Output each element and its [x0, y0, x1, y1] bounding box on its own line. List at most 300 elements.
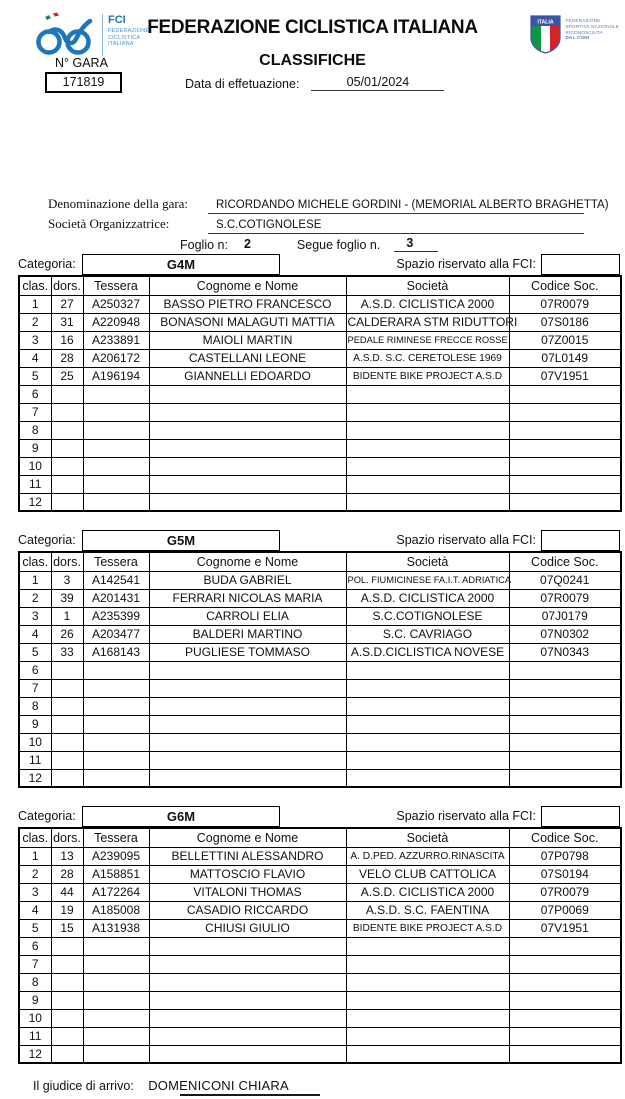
team-cell: [346, 679, 509, 697]
gara-number-label: N° GARA: [55, 56, 108, 70]
tessera-cell: A196194: [83, 367, 149, 385]
code-cell: [509, 385, 621, 403]
race-name-label: Denominazione della gara:: [48, 196, 189, 211]
dors-cell: [51, 421, 83, 439]
code-cell: 07S0186: [509, 313, 621, 331]
coni-line-4: DAL CONI: [565, 35, 590, 41]
code-cell: [509, 751, 621, 769]
dors-cell: [51, 955, 83, 973]
code-cell: 07R0079: [509, 589, 621, 607]
team-cell: S.C. CAVRIAGO: [346, 625, 509, 643]
name-cell: BUDA GABRIEL: [149, 571, 346, 589]
fci-bicycle-icon: [35, 12, 97, 58]
name-cell: [149, 937, 346, 955]
name-cell: BONASONI MALAGUTI MATTIA: [149, 313, 346, 331]
table-row: [19, 439, 621, 457]
tessera-cell: A203477: [83, 625, 149, 643]
clas-cell: 2: [19, 589, 51, 607]
name-cell: CHIUSI GIULIO: [149, 919, 346, 937]
category-label: Categoria:: [18, 809, 76, 823]
col-code: Codice Soc.: [509, 276, 621, 295]
code-cell: [509, 769, 621, 787]
table-row: [19, 1045, 621, 1063]
clas-cell: 5: [19, 919, 51, 937]
code-cell: [509, 1045, 621, 1063]
team-cell: A.S.D.CICLISTICA NOVESE: [346, 643, 509, 661]
sheet-number-row: [18, 234, 620, 252]
tessera-cell: [83, 955, 149, 973]
clas-cell: 6: [19, 937, 51, 955]
team-cell: [346, 661, 509, 679]
tessera-cell: [83, 385, 149, 403]
table-row: [19, 697, 621, 715]
category-header-row: [18, 530, 620, 551]
date-row: [185, 75, 444, 91]
category-section: [18, 254, 620, 512]
clas-cell: 2: [19, 865, 51, 883]
category-value: G6M: [82, 806, 280, 827]
tessera-cell: A239095: [83, 847, 149, 865]
clas-cell: 2: [19, 313, 51, 331]
race-name-value: RICORDANDO MICHELE GORDINI - (MEMORIAL ALBERTO BRAGHETTA): [208, 199, 584, 214]
code-cell: [509, 661, 621, 679]
code-cell: [509, 715, 621, 733]
clas-cell: 10: [19, 457, 51, 475]
next-sheet-value: 3: [394, 236, 438, 252]
name-cell: [149, 475, 346, 493]
table-row: [19, 991, 621, 1009]
clas-cell: 4: [19, 625, 51, 643]
name-cell: [149, 991, 346, 1009]
page-subtitle: CLASSIFICHE: [259, 52, 366, 69]
clas-cell: 9: [19, 715, 51, 733]
team-cell: A.S.D. S.C. FAENTINA: [346, 901, 509, 919]
col-dors: dors.: [51, 276, 83, 295]
dors-cell: [51, 493, 83, 511]
code-cell: 07V1951: [509, 367, 621, 385]
name-cell: [149, 493, 346, 511]
tessera-cell: A131938: [83, 919, 149, 937]
code-cell: [509, 457, 621, 475]
table-header-row: [19, 276, 621, 295]
judge-signature-line: [180, 1094, 320, 1096]
results-table: [18, 275, 622, 512]
col-name: Cognome e Nome: [149, 828, 346, 847]
tessera-cell: A220948: [83, 313, 149, 331]
code-cell: [509, 403, 621, 421]
judge-row: [18, 1077, 620, 1099]
coni-line-3: RICONOSCIUTA: [565, 29, 603, 35]
clas-cell: 12: [19, 769, 51, 787]
name-cell: [149, 1045, 346, 1063]
category-header-row: [18, 806, 620, 827]
coni-logo-text: [566, 14, 619, 41]
table-row: [19, 349, 621, 367]
table-row: [19, 385, 621, 403]
tessera-cell: [83, 421, 149, 439]
clas-cell: 5: [19, 643, 51, 661]
dors-cell: 25: [51, 367, 83, 385]
dors-cell: 15: [51, 919, 83, 937]
clas-cell: 3: [19, 331, 51, 349]
date-label: Data di effetuazione:: [185, 77, 300, 91]
code-cell: 07R0079: [509, 883, 621, 901]
clas-cell: 11: [19, 1027, 51, 1045]
team-cell: [346, 973, 509, 991]
name-cell: [149, 679, 346, 697]
fci-reserved-label: Spazio riservato alla FCI:: [396, 809, 536, 823]
name-cell: CASTELLANI LEONE: [149, 349, 346, 367]
dors-cell: 33: [51, 643, 83, 661]
code-cell: 07R0079: [509, 295, 621, 313]
team-cell: A.S.D. CICLISTICA 2000: [346, 295, 509, 313]
dors-cell: [51, 697, 83, 715]
coni-line-1: FEDERAZIONE: [565, 18, 601, 23]
tessera-cell: A158851: [83, 865, 149, 883]
tessera-cell: [83, 679, 149, 697]
tessera-cell: A233891: [83, 331, 149, 349]
code-cell: [509, 1009, 621, 1027]
sections-host: [18, 254, 620, 1064]
page-title: FEDERAZIONE CICLISTICA ITALIANA: [147, 17, 478, 38]
table-row: [19, 937, 621, 955]
race-name-row: [48, 194, 620, 214]
clas-cell: 8: [19, 421, 51, 439]
fci-line-2: CICLISTICA: [108, 34, 141, 41]
judge-label: Il giudice di arrivo:: [33, 1079, 134, 1093]
dors-cell: 1: [51, 607, 83, 625]
tessera-cell: [83, 661, 149, 679]
fci-abbr: FCI: [108, 14, 126, 26]
clas-cell: 7: [19, 955, 51, 973]
category-value: G4M: [82, 254, 280, 275]
team-cell: S.C.COTIGNOLESE: [346, 607, 509, 625]
tessera-cell: [83, 697, 149, 715]
code-cell: [509, 439, 621, 457]
table-row: [19, 733, 621, 751]
name-cell: [149, 385, 346, 403]
dors-cell: [51, 1027, 83, 1045]
team-cell: [346, 769, 509, 787]
dors-cell: 28: [51, 865, 83, 883]
clas-cell: 5: [19, 367, 51, 385]
name-cell: CARROLI ELIA: [149, 607, 346, 625]
category-section: [18, 806, 620, 1064]
name-cell: BELLETTINI ALESSANDRO: [149, 847, 346, 865]
code-cell: 07S0194: [509, 865, 621, 883]
tessera-cell: A172264: [83, 883, 149, 901]
clas-cell: 6: [19, 661, 51, 679]
name-cell: [149, 697, 346, 715]
clas-cell: 3: [19, 883, 51, 901]
col-team: Società: [346, 552, 509, 571]
table-row: [19, 847, 621, 865]
category-label: Categoria:: [18, 533, 76, 547]
name-cell: [149, 403, 346, 421]
team-cell: [346, 1009, 509, 1027]
dors-cell: [51, 403, 83, 421]
dors-cell: [51, 991, 83, 1009]
category-section: [18, 530, 620, 788]
team-cell: [346, 475, 509, 493]
team-cell: [346, 439, 509, 457]
dors-cell: 16: [51, 331, 83, 349]
team-cell: A.S.D. S.C. CERETOLESE 1969: [346, 349, 509, 367]
table-row: [19, 661, 621, 679]
code-cell: 07L0149: [509, 349, 621, 367]
team-cell: [346, 715, 509, 733]
tessera-cell: A168143: [83, 643, 149, 661]
tessera-cell: [83, 991, 149, 1009]
name-cell: MATTOSCIO FLAVIO: [149, 865, 346, 883]
col-team: Società: [346, 276, 509, 295]
clas-cell: 3: [19, 607, 51, 625]
team-cell: [346, 457, 509, 475]
clas-cell: 11: [19, 751, 51, 769]
col-code: Codice Soc.: [509, 828, 621, 847]
table-row: [19, 1027, 621, 1045]
dors-cell: [51, 769, 83, 787]
dors-cell: [51, 679, 83, 697]
dors-cell: 31: [51, 313, 83, 331]
name-cell: [149, 955, 346, 973]
table-row: [19, 313, 621, 331]
dors-cell: [51, 715, 83, 733]
table-row: [19, 607, 621, 625]
table-row: [19, 367, 621, 385]
tessera-cell: [83, 1009, 149, 1027]
category-label: Categoria:: [18, 257, 76, 271]
dors-cell: [51, 457, 83, 475]
tessera-cell: [83, 937, 149, 955]
table-row: [19, 883, 621, 901]
clas-cell: 11: [19, 475, 51, 493]
name-cell: BASSO PIETRO FRANCESCO: [149, 295, 346, 313]
name-cell: PUGLIESE TOMMASO: [149, 643, 346, 661]
code-cell: [509, 991, 621, 1009]
tessera-cell: [83, 733, 149, 751]
table-row: [19, 955, 621, 973]
fci-reserved-box: [541, 254, 620, 275]
gara-number-box: 171819: [45, 72, 122, 93]
tessera-cell: [83, 403, 149, 421]
clas-cell: 10: [19, 733, 51, 751]
tessera-cell: A142541: [83, 571, 149, 589]
table-row: [19, 919, 621, 937]
col-tessera: Tessera: [83, 552, 149, 571]
name-cell: BALDERI MARTINO: [149, 625, 346, 643]
table-row: [19, 751, 621, 769]
table-row: [19, 715, 621, 733]
dors-cell: 3: [51, 571, 83, 589]
name-cell: [149, 661, 346, 679]
code-cell: [509, 955, 621, 973]
fci-line-3: ITALIANA: [108, 41, 134, 47]
table-row: [19, 589, 621, 607]
table-row: [19, 331, 621, 349]
dors-cell: [51, 1009, 83, 1027]
clas-cell: 10: [19, 1009, 51, 1027]
date-value: 05/01/2024: [311, 75, 444, 91]
team-cell: [346, 403, 509, 421]
dors-cell: [51, 973, 83, 991]
clas-cell: 6: [19, 385, 51, 403]
team-cell: A. D.PED. AZZURRO.RINASCITA: [346, 847, 509, 865]
code-cell: 07N0302: [509, 625, 621, 643]
name-cell: [149, 1027, 346, 1045]
dors-cell: 27: [51, 295, 83, 313]
category-value: G5M: [82, 530, 280, 551]
tessera-cell: A185008: [83, 901, 149, 919]
sheet-number-label: Foglio n:: [180, 238, 228, 252]
table-row: [19, 571, 621, 589]
italia-shield-icon: [529, 14, 562, 54]
col-tessera: Tessera: [83, 828, 149, 847]
clas-cell: 9: [19, 439, 51, 457]
name-cell: [149, 751, 346, 769]
category-header-row: [18, 254, 620, 275]
code-cell: [509, 475, 621, 493]
tessera-cell: [83, 769, 149, 787]
name-cell: [149, 769, 346, 787]
col-team: Società: [346, 828, 509, 847]
team-cell: CALDERARA STM RIDUTTORI: [347, 315, 518, 329]
dors-cell: [51, 475, 83, 493]
table-row: [19, 643, 621, 661]
clas-cell: 8: [19, 973, 51, 991]
code-cell: [509, 733, 621, 751]
svg-text:ITALIA: ITALIA: [536, 19, 554, 26]
tessera-cell: [83, 493, 149, 511]
table-row: [19, 295, 621, 313]
clas-cell: 4: [19, 349, 51, 367]
coni-line-2: SPORTIVA NAZIONALE: [565, 23, 619, 29]
dors-cell: [51, 1045, 83, 1063]
table-row: [19, 493, 621, 511]
code-cell: 07J0179: [509, 607, 621, 625]
team-cell: [346, 385, 509, 403]
dors-cell: [51, 439, 83, 457]
team-cell: [346, 751, 509, 769]
code-cell: [509, 1027, 621, 1045]
team-cell: BIDENTE BIKE PROJECT A.S.D: [346, 367, 509, 385]
clas-cell: 7: [19, 403, 51, 421]
code-cell: 07N0343: [509, 643, 621, 661]
team-cell: A.S.D. CICLISTICA 2000: [346, 883, 509, 901]
col-dors: dors.: [51, 828, 83, 847]
dors-cell: [51, 937, 83, 955]
table-header-row: [19, 828, 621, 847]
col-dors: dors.: [51, 552, 83, 571]
fci-reserved-box: [541, 806, 620, 827]
dors-cell: 13: [51, 847, 83, 865]
dors-cell: 44: [51, 883, 83, 901]
code-cell: [509, 697, 621, 715]
dors-cell: [51, 661, 83, 679]
team-cell: [346, 991, 509, 1009]
tessera-cell: [83, 1045, 149, 1063]
team-cell: VELO CLUB CATTOLICA: [346, 865, 509, 883]
clas-cell: 12: [19, 493, 51, 511]
tessera-cell: [83, 973, 149, 991]
organizer-value: S.C.COTIGNOLESE: [208, 219, 584, 234]
fci-line-1: FEDERAZIONE: [108, 28, 150, 34]
name-cell: VITALONI THOMAS: [149, 883, 346, 901]
tessera-cell: A201431: [83, 589, 149, 607]
clas-cell: 8: [19, 697, 51, 715]
team-cell: BIDENTE BIKE PROJECT A.S.D: [346, 919, 509, 937]
team-cell: PEDALE RIMINESE FRECCE ROSSE: [346, 331, 509, 349]
code-cell: [509, 973, 621, 991]
dors-cell: 26: [51, 625, 83, 643]
table-row: [19, 457, 621, 475]
team-cell: [346, 493, 509, 511]
col-code: Codice Soc.: [509, 552, 621, 571]
tessera-cell: [83, 475, 149, 493]
name-cell: [149, 733, 346, 751]
name-cell: [149, 421, 346, 439]
name-cell: [149, 715, 346, 733]
sheet-number-value: 2: [243, 237, 251, 251]
tessera-cell: A206172: [83, 349, 149, 367]
tessera-cell: [83, 715, 149, 733]
name-cell: CASADIO RICCARDO: [149, 901, 346, 919]
code-cell: [509, 421, 621, 439]
coni-logo: [529, 14, 619, 54]
organizer-label: Società Organizzatrice:: [48, 216, 170, 231]
table-row: [19, 901, 621, 919]
code-cell: [509, 679, 621, 697]
tessera-cell: [83, 439, 149, 457]
clas-cell: 1: [19, 847, 51, 865]
fci-reserved-box: [541, 530, 620, 551]
col-clas: clas.: [19, 276, 51, 295]
tessera-cell: [83, 457, 149, 475]
clas-cell: 9: [19, 991, 51, 1009]
col-tessera: Tessera: [83, 276, 149, 295]
table-row: [19, 403, 621, 421]
col-clas: clas.: [19, 828, 51, 847]
code-cell: 07P0798: [509, 847, 621, 865]
name-cell: GIANNELLI EDOARDO: [149, 367, 346, 385]
clas-cell: 12: [19, 1045, 51, 1063]
table-row: [19, 769, 621, 787]
team-cell: [346, 733, 509, 751]
team-cell: [346, 937, 509, 955]
name-cell: FERRARI NICOLAS MARIA: [149, 589, 346, 607]
code-cell: 07V1951: [509, 919, 621, 937]
table-row: [19, 421, 621, 439]
name-cell: MAIOLI MARTIN: [149, 331, 346, 349]
table-header-row: [19, 552, 621, 571]
team-cell: [346, 1027, 509, 1045]
results-table: [18, 551, 622, 788]
clas-cell: 7: [19, 679, 51, 697]
name-cell: [149, 973, 346, 991]
organizer-row: [48, 214, 620, 234]
table-row: [19, 475, 621, 493]
dors-cell: [51, 385, 83, 403]
document-body: [18, 194, 620, 1099]
code-cell: 07Q0241: [509, 571, 621, 589]
team-cell: A.S.D. CICLISTICA 2000: [346, 589, 509, 607]
table-row: [19, 973, 621, 991]
table-row: [19, 1009, 621, 1027]
col-clas: clas.: [19, 552, 51, 571]
tessera-cell: A235399: [83, 607, 149, 625]
col-name: Cognome e Nome: [149, 276, 346, 295]
clas-cell: 4: [19, 901, 51, 919]
